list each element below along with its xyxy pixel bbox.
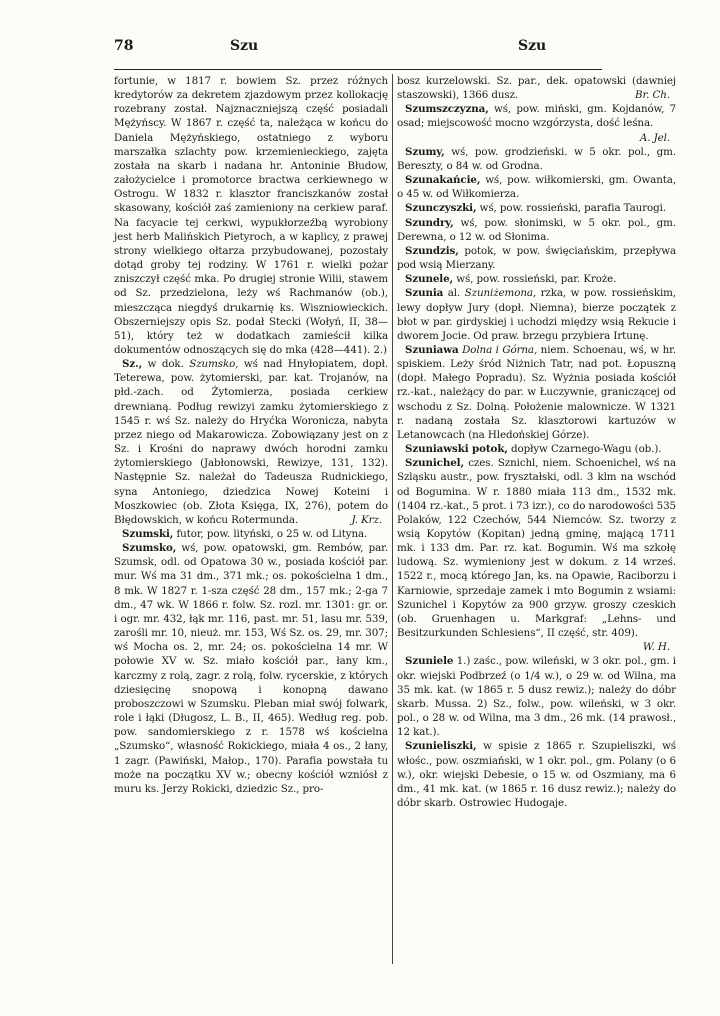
left-column [114,74,388,796]
page-number: 78 [114,38,134,54]
entry-text-continued: wś nad Hnyłopiatem, dopł. Teterewa, pow. żytomierski, par. kat. Trojanów, na płd.-zach. od Żytomierza, posiada cerkiew drewnianą. Podług rewizyi zamku żytomierskiego z 1545 r. wś Sz. należy do Hryćka Woronicza, nabyta przez niego od Makarowicza. Zobowiązany jest on z Sz. i Krośni do naprawy dwóch horodni zamku żytomierskiego (Jabłonowski, Rewizye, 131, 132). Następnie Sz. należał do Tadeusza Rudnickiego, syna Antoniego, dziedzica Nowej Koteini i Moszkowiec (ob. Złota Księga, IX, 276), potem do Błędowskich, w końcu Rotermunda. [114,358,388,526]
entry-text-continued: rzka, w pow. rossieńskim, lewy dopływ Jury (dopł. Niemna), bierze początek z błot w par. girdyskiej i uchodzi między wsią Rekucie i dworem Jocie. Od praw. brzegu przybiera Irtunę. [397,287,676,342]
entry-text: czes. Sznichl, niem. Schoenichel, wś na Szląsku austr., pow. fryształski, odl. 3 klm na wschód od Bogumina. W r. 1880 miała 113 dm., 1532 mk. (1404 rz.-kat., 5 prot. i 73 izr.), co do narodowości 535 Polaków, 122 Czechów, 544 Niemców. Sz. tworzy z wsią Kopytów (Kopitan) jedną gminę, mającą 1711 mk. i 133 dm. Par. rz. kat. Bogumin. Wś ma szkołę ludową. Sz. wymieniony jest w dokum. z 14 wrześ. 1522 r., mocą którego Jan, ks. na Opawie, Raciborzu i Karniowie, sprzedaje zamek i mto Bogumin z wsiami: Szunichel i Kopytów za 900 grzyw. groszy czeskich (ob. Gruenhagen u. Markgraf: „Lehns- und Besitzurkunden Schlesiens“, II część, str. 409). [397,457,677,640]
entry-text: dopływ Czarnego-Wagu (ob.). [507,443,662,456]
entry-paragraph [397,739,676,810]
entry-paragraph [397,102,676,144]
entry-text: futor, pow. lityński, o 25 w. od Litynа. [173,528,368,540]
author-signature: W. H. [642,641,670,654]
entry-paragraph [397,272,676,286]
entry-headword: Szunele, [405,273,454,286]
running-head-left: Szu [230,38,259,54]
entry-paragraph [114,541,388,796]
entry-italic-text: Dolna i Górna, [462,343,538,356]
entry-paragraph [397,343,676,442]
right-column [397,74,676,810]
entry-paragraph [114,74,388,357]
entry-headword: Szunczyszki, [405,202,477,215]
entry-paragraph [397,74,676,102]
entry-text: fortunie, w 1817 r. bowiem Sz. przez różnych kredytorów za dekretem zjazdowym przez kollokację rozebrany został. Najznaczniejszą część posiadali Mężyńscy. W 1867 r. część ta, należąca w końcu do Daniela Mężyńskiego, ostatniego z wyboru marszałka szlachty pow. krzemienieckiego, zajęta została na skarb i nadana hr. Antoninie Błudow, założycielce i promotorce bractwa cerkiewnego w Ostrogu. W 1832 r. klasztor franciszkanów został skasowany, kościół zaś zamieniony na cerkiew paraf. Na facyacie tej cerkwi, wypukłorzeźbą wyrobiony jest herb Malińskich Pietyroch, a w kaplicy, z prawej strony wielkiego ołtarza przybudowanej, pozostały dotąd groby tej rodziny. W 1761 r. wielki pożar zniszczył część mka. Po drugiej stronie Wilii, stawem od Sz. przedzielona, leży wś Rachmanów (ob.), mieszcząca niegdyś drukarnię ks. Wiszniowieckich. Obszerniejszy opis Sz. podał Stecki (Wołyń, II, 38—51), który też w dodatkach zamieścił kilka dokumentów odnoszących się do mka (428—441). 2.) [114,75,388,356]
entry-text: wś, pow. rossieński, parafia Taurogi. [476,202,666,215]
column-divider [392,74,393,964]
entry-text: wś, pow. grodzieński. w 5 okr. pol., gm. Bereszty, o 84 w. od Grodna. [397,145,676,172]
entry-text: potok, w pow. święciańskim, przepływa pod wsią Mierzany. [397,244,676,272]
entry-paragraph [397,654,676,739]
author-signature: J. Krz. [351,513,382,526]
entry-headword: Szunichel, [405,457,464,470]
header-rule [114,69,602,70]
entry-paragraph [114,357,388,527]
entry-headword: Szumszczyzna, [405,103,489,116]
entry-paragraph [114,527,388,541]
entry-italic-text: Szumsko, [189,358,239,371]
entry-headword: Szumy, [405,145,445,158]
entry-headword: Szunieliszki, [405,740,477,753]
entry-paragraph [397,456,677,654]
page-header [114,38,604,60]
author-signature: A. Jel. [639,131,670,144]
entry-headword: Szuniawski potok, [405,443,508,456]
entry-text: wś, pow. słonimski, w 5 okr. pol., gm. Derewna, o 12 w. od Słonima. [397,216,676,243]
entry-headword: Szumsko, [122,542,177,555]
entry-text: w dok. [142,358,190,371]
entry-text: wś, pow. wiłkomierski, gm. Owanta, o 45 w. od Wiłkomierza. [397,174,676,201]
entry-text: wś, pow. miński, gm. Kojdanów, 7 osad; miejscowość mocno wzgórzysta, dość leśna. [397,103,676,130]
entry-paragraph [397,244,676,272]
entry-italic-text: Szuniżemona, [464,287,537,300]
entry-text: 1.) zaśc., pow. wileński, w 3 okr. pol., gm. i okr. wiejski Podbrzeź (o 1/4 w.), o 29 w. od Wilna, ma 35 mk. kat. (w 1865 r. 5 dusz rewiz.); należy do dóbr skarb. Mussa. 2) Sz., folw., pow. wileński, w 3 okr. pol., o 28 w. od Wilna, ma 3 dm., 26 mk. (14 prawosł., 12 kat.). [397,655,676,739]
entry-paragraph [397,216,676,244]
entry-paragraph [397,442,676,456]
entry-headword: Szunia [405,287,444,300]
entry-headword: Szuniawa [405,343,459,356]
entry-headword: Sz., [122,358,143,371]
entry-paragraph [397,145,676,173]
author-signature: Br. Ch. [635,89,670,102]
entry-text: wś, pow. opatowski, gm. Rembów, par. Szumsk, odl. od Opatowa 30 w., posiada kościół par. mur. Wś ma 31 dm., 371 mk.; os. pokościelna 1 dm., 8 mk. W 1827 r. 1-sza część 28 dm., 157 mk.; 2-ga 7 dm., 47 wk. W 1866 r. folw. Sz. rozl. mr. 1301: gr. or. i ogr. mr. 432, łąk mr. 116, past. mr. 51, lasu mr. 539, zarośli mr. 10, nieuż. mr. 153, Wś Sz. os. 29, mr. 307; wś Mocha os. 2, mr. 24; os. pokościelna 14 mr. W połowie XV w. Sz. miało kościół par., łany km., karczmy z rolą, zagr. z rolą, folw. rycerskie, z których dziesięcinę snopową i konopną dawano proboszczowi w Szumsku. Pleban miał swój folwark, role i łąki (Długosz, L. B., II, 465). Według reg. pob. pow. sandomierskiego z r. 1578 wś kościelna „Szumsko“, własność Rokickiego, miała 4 os., 2 łany, 1 zagr. (Pawiński, Małop., 170). Parafia powstała tu może na początku XV w.; obecny kościół wzniósł z muru ks. Jerzy Rokicki, dziedzic Sz., pro- [114,542,388,795]
entry-headword: Szundzis, [405,244,459,257]
entry-headword: Szumski, [122,528,174,540]
entry-text: al. [443,287,465,300]
entry-text: wś, pow. rossieński, par. Kroże. [453,273,617,286]
entry-paragraph [397,201,676,215]
entry-text: w spisie z 1865 r. Szupieliszki, wś włośc., pow. oszmiański, w 1 okr. pol., gm. Polany (o 6 w.), okr. wiejski Debesie, o 15 w. od Oszmiany, ma 6 dm., 41 mk. kat. (w 1865 r. 16 dusz rewiz.); należy do dóbr skarb. Ostrowiec Hudogaje. [397,740,676,809]
entry-text-continued: niem. Schoenau, wś, w hr. spiskiem. Leży śród Niżnich Tatr, nad pot. Łopuszną (dopł. Małego Popradu). Sz. Wyżnia posiada kościół rz.-kat., należący do par. w Łuczywnie, graniczącej od wschodu z Sz. Dolną. Położenie malownicze. W 1321 r. nadaną została Sz. klasztorowi kartuzów w Letanowcach (na Hledońskiej Górze). [397,343,676,441]
entry-paragraph [397,173,676,201]
entry-paragraph [397,286,676,343]
entry-text: bosz kurzelowski. Sz. par., dek. opatowski (dawniej staszowski), 1366 dusz. [397,75,676,102]
entry-headword: Szunakańcie, [405,174,481,187]
entry-headword: Szundry, [405,216,454,229]
entry-headword: Szuniele [405,655,454,668]
running-head-right: Szu [518,38,547,54]
